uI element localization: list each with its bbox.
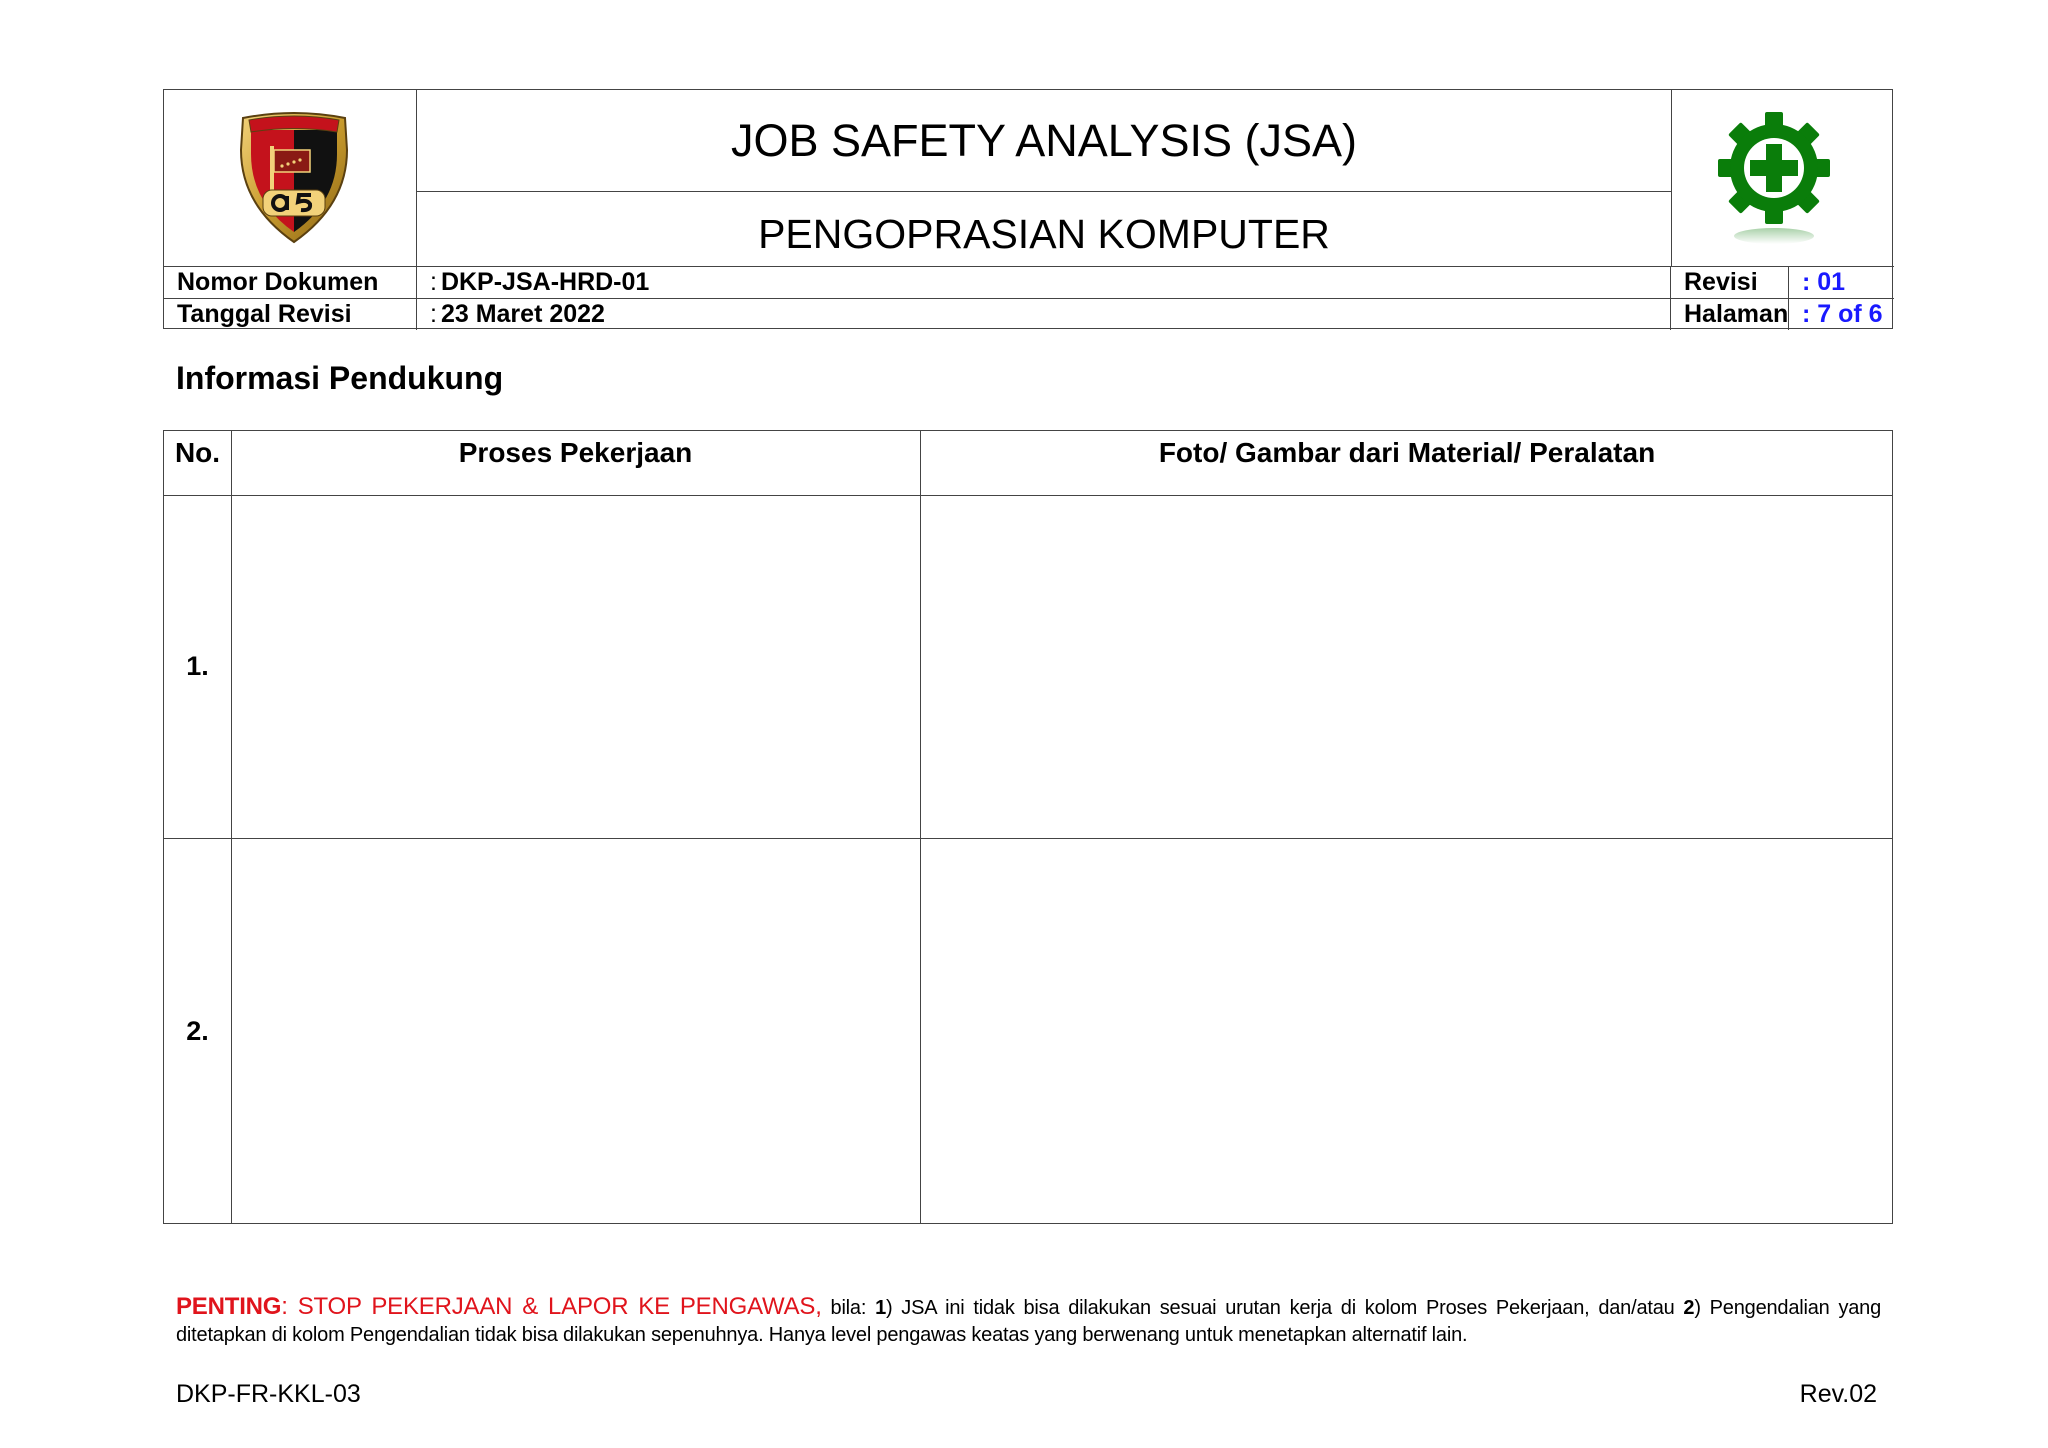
- table-cell-process[interactable]: [231, 838, 920, 1224]
- table-row-number: 1.: [186, 651, 209, 681]
- note-penting: PENTING: [176, 1293, 282, 1320]
- revision-label: Revisi: [1671, 267, 1789, 298]
- k3-green-gear-cross-icon: [1710, 110, 1838, 250]
- column-header-process: Proses Pekerjaan: [458, 437, 693, 468]
- section-title: Informasi Pendukung: [176, 360, 504, 396]
- note-comma: ,: [815, 1293, 822, 1320]
- revision-date-value-cell: : 23 Maret 2022: [417, 299, 1671, 330]
- note-colon: :: [281, 1293, 298, 1320]
- table-cell-photo[interactable]: [920, 838, 1894, 1224]
- page-label: Halaman: [1671, 299, 1789, 330]
- note-text-c: ) Pengendalian yang ditetapkan di kolom Pengendalian tidak bisa dilakukan sepenuhnya. Hanya level pengawas keatas yang berwenang untuk menetapkan alternatif lain.: [176, 1297, 1882, 1346]
- table-row-number: 2.: [186, 1015, 209, 1046]
- doc-number-value: DKP-JSA-HRD-01: [440, 268, 650, 296]
- document-header: [163, 89, 1893, 329]
- form-revision: Rev.02: [1799, 1380, 1877, 1408]
- security-shield-logo: [235, 110, 353, 245]
- note-text-b: ) JSA ini tidak bisa dilakukan sesuai urutan kerja di kolom Proses Pekerjaan, dan/atau: [886, 1297, 1684, 1319]
- table-cell-photo[interactable]: [920, 495, 1894, 838]
- revision-date-label: Tanggal Revisi: [164, 299, 417, 330]
- company-logo-cell: [164, 90, 417, 266]
- doc-number-label: Nomor Dokumen: [164, 267, 417, 298]
- k3-logo-cell: [1671, 90, 1894, 266]
- header-row-doc-number: [164, 266, 1894, 298]
- note-num-2: 2: [1683, 1297, 1695, 1319]
- document-title: JOB SAFETY ANALYSIS (JSA): [417, 90, 1671, 192]
- important-note: [176, 1293, 1881, 1349]
- note-num-1: 1: [875, 1297, 886, 1319]
- column-header-no: No.: [174, 437, 221, 468]
- header-row-revision-date: [164, 298, 1894, 330]
- table-cell-process[interactable]: [231, 495, 920, 838]
- supporting-info-table: [163, 430, 1893, 1224]
- doc-number-value-cell: : DKP-JSA-HRD-01: [417, 267, 1671, 298]
- page-value: : 7 of 6: [1802, 300, 1883, 328]
- revision-date-value: 23 Maret 2022: [440, 300, 605, 328]
- form-code: DKP-FR-KKL-03: [176, 1380, 361, 1408]
- column-header-photo: Foto/ Gambar dari Material/ Peralatan: [1158, 437, 1656, 468]
- revision-value: : 01: [1802, 268, 1846, 296]
- note-stop-text: STOP PEKERJAAN & LAPOR KE PENGAWAS: [297, 1293, 816, 1320]
- note-text-a: bila:: [821, 1297, 876, 1319]
- document-subtitle: PENGOPRASIAN KOMPUTER: [758, 211, 1330, 257]
